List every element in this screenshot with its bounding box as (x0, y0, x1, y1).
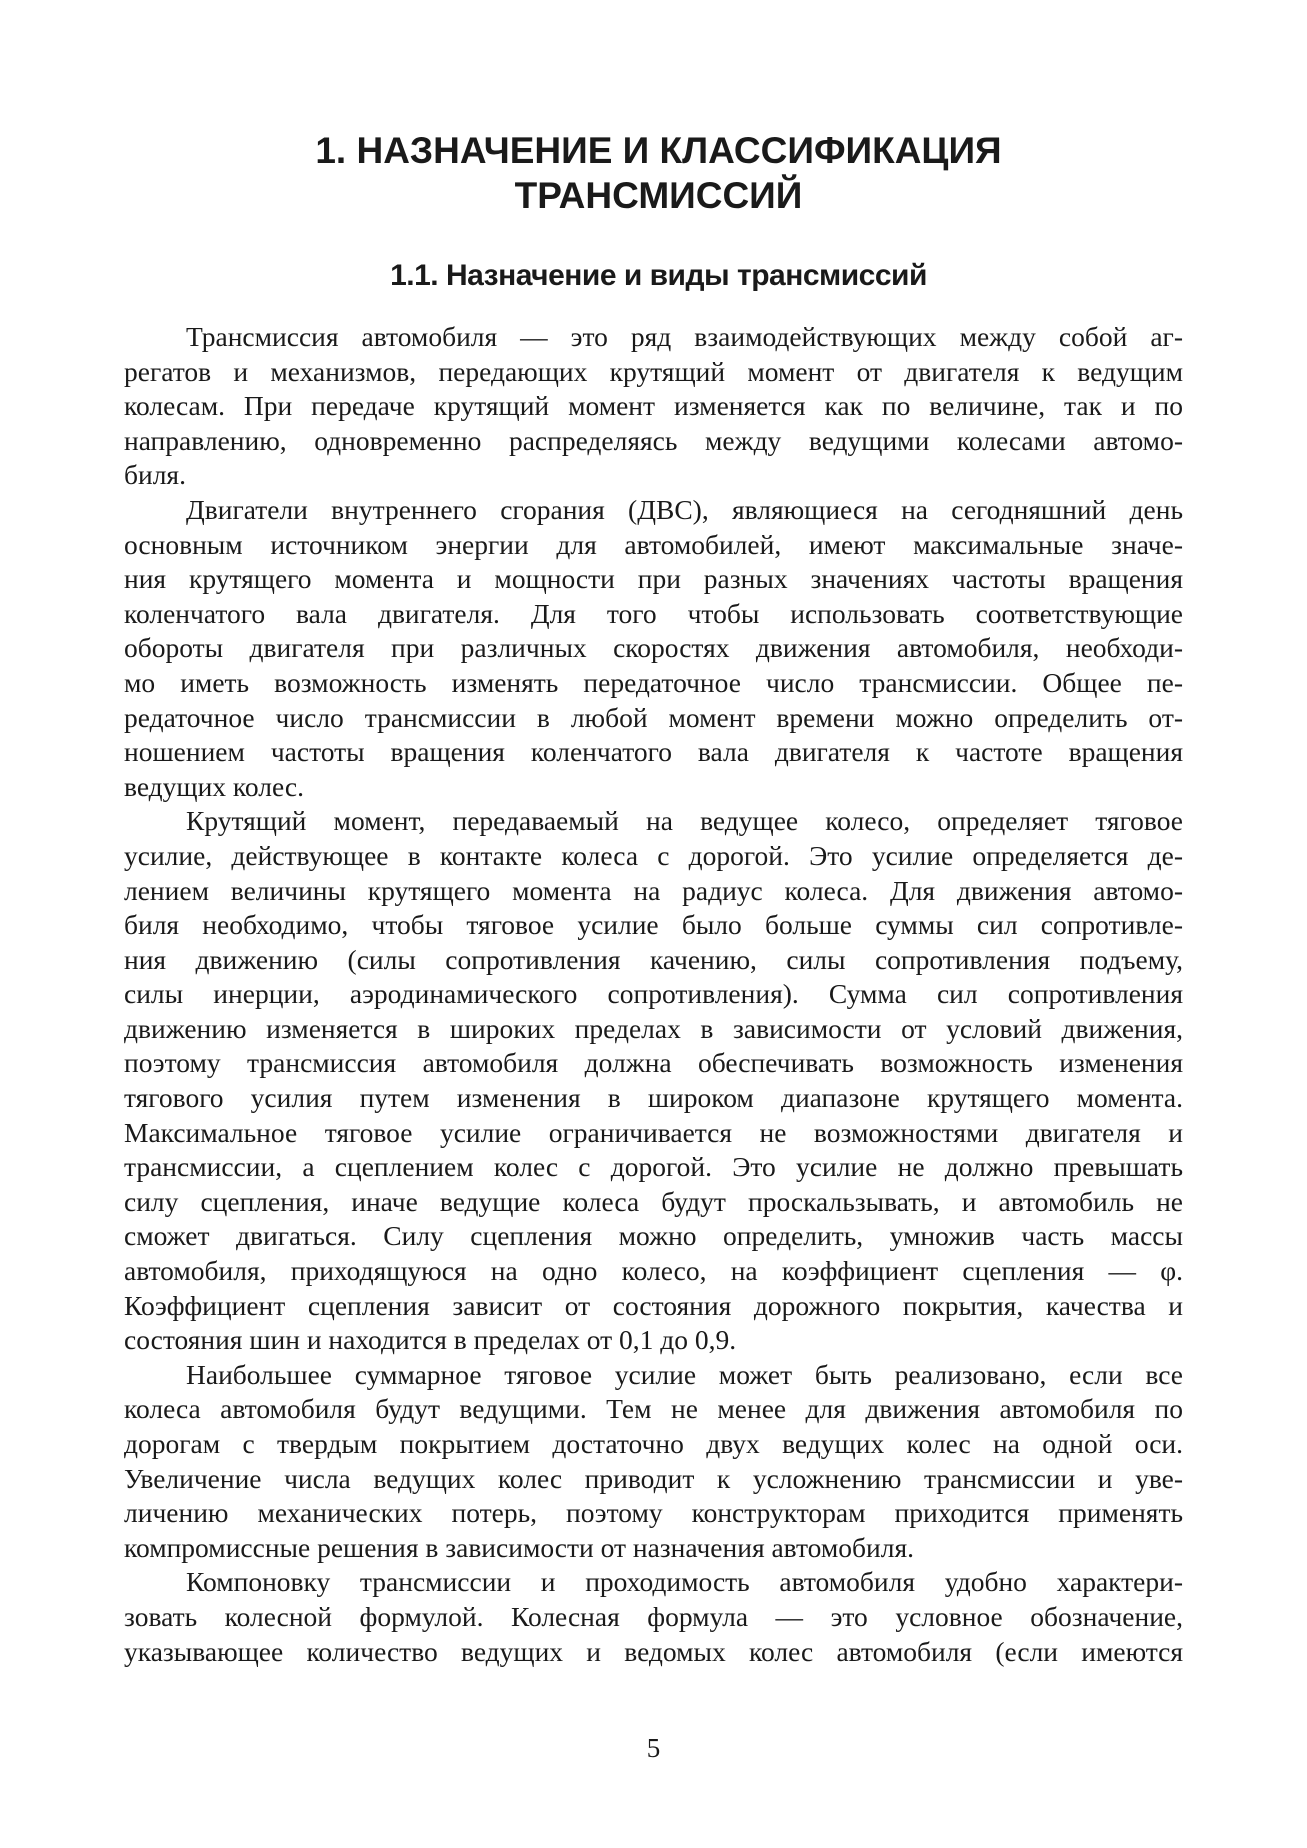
paragraph (124, 493, 1183, 804)
page-number: 5 (646, 1733, 661, 1763)
text-line: усилие, действующее в контакте колеса с дорогой. Это усилие определяется де- (124, 839, 1183, 871)
text-line: ния крутящего момента и мощности при разных значениях частоты вращения (124, 563, 1183, 595)
text-line: зовать колесной формулой. Колесная формула — это условное обозначение, (124, 1600, 1183, 1632)
text-line: поэтому трансмиссия автомобиля должна обеспечивать возможность изменения (124, 1047, 1183, 1079)
text-line: колеса автомобиля будут ведущими. Тем не менее для движения автомобиля по (124, 1393, 1183, 1425)
text-line: Наибольшее суммарное тяговое усилие может быть реализовано, если все (186, 1358, 1183, 1390)
text-line: биля. (124, 459, 186, 491)
text-line: ния движению (силы сопротивления качению, силы сопротивления подъему, (124, 943, 1183, 975)
chapter-title (200, 128, 1117, 218)
text-line: силу сцепления, иначе ведущие колеса будут проскальзывать, и автомобиль не (124, 1185, 1183, 1217)
text-line: Максимальное тяговое усилие ограничивается не возможностями двигателя и (124, 1116, 1183, 1148)
text-line: дорогам с твердым покрытием достаточно двух ведущих колес на одной оси. (124, 1428, 1183, 1459)
text-line: сможет двигаться. Силу сцепления можно определить, умножив часть массы (124, 1220, 1183, 1252)
text-line: коленчатого вала двигателя. Для того чтобы использовать соответствующие (124, 597, 1183, 629)
text-line: лением величины крутящего момента на радиус колеса. Для движения автомо- (124, 874, 1183, 906)
text-line: Двигатели внутреннего сгорания (ДВС), являющиеся на сегодняшний день (186, 493, 1183, 525)
text-line: компромиссные решения в зависимости от назначения автомобиля. (124, 1531, 914, 1563)
text-line: Крутящий момент, передаваемый на ведущее колесо, определяет тяговое (186, 805, 1183, 837)
text-line: Увеличение числа ведущих колес приводит к усложнению трансмиссии и уве- (124, 1462, 1183, 1494)
text-line: колесам. При передаче крутящий момент изменяется как по величине, так и по (124, 390, 1183, 422)
text-line: регатов и механизмов, передающих крутящий момент от двигателя к ведущим (124, 355, 1183, 387)
text-line: движению изменяется в широких пределах в зависимости от условий движения, (124, 1012, 1183, 1044)
text-line: трансмиссии, а сцеплением колес с дорогой. Это усилие не должно превышать (124, 1151, 1183, 1183)
section-title: 1.1. Назначение и виды трансмиссий (390, 259, 927, 292)
text-line: ведущих колес. (124, 770, 304, 802)
paragraph (124, 1565, 1183, 1669)
text-line: автомобиля, приходящуюся на одно колесо, на коэффициент сцепления — φ. (124, 1255, 1183, 1287)
text-line: личению механических потерь, поэтому конструкторам приходится применять (124, 1497, 1183, 1529)
paragraph (124, 804, 1183, 1358)
text-line: Коэффициент сцепления зависит от состояния дорожного покрытия, качества и (124, 1289, 1183, 1321)
paragraph (124, 1358, 1183, 1566)
text-line: основным источником энергии для автомобилей, имеют максимальные значе- (124, 528, 1183, 560)
body-text (124, 320, 1183, 1669)
text-line: обороты двигателя при различных скоростях движения автомобиля, необходи- (124, 632, 1183, 664)
chapter-title-line: ТРАНСМИССИЙ (514, 175, 803, 216)
text-line: указывающее количество ведущих и ведомых колес автомобиля (если имеются (124, 1635, 1183, 1667)
text-line: силы инерции, аэродинамического сопротивления). Сумма сил сопротивления (124, 978, 1183, 1010)
text-line: биля необходимо, чтобы тяговое усилие было больше суммы сил сопротивле- (124, 909, 1183, 941)
text-line: Компоновку трансмиссии и проходимость автомобиля удобно характери- (186, 1566, 1183, 1598)
chapter-title-line: 1. НАЗНАЧЕНИЕ И КЛАССИФИКАЦИЯ (315, 130, 1002, 171)
text-line: ношением частоты вращения коленчатого вала двигателя к частоте вращения (124, 736, 1183, 768)
text-line: состояния шин и находится в пределах от 0,1 до 0,9. (124, 1324, 737, 1356)
text-line: редаточное число трансмиссии в любой момент времени можно определить от- (124, 701, 1183, 733)
text-line: Трансмиссия автомобиля — это ряд взаимодействующих между собой аг- (186, 321, 1183, 352)
text-line: направлению, одновременно распределяясь между ведущими колесами автомо- (124, 424, 1183, 456)
text-line: тягового усилия путем изменения в широком диапазоне крутящего момента. (124, 1082, 1183, 1114)
text-line: мо иметь возможность изменять передаточное число трансмиссии. Общее пе- (124, 666, 1183, 698)
paragraph (124, 320, 1183, 493)
